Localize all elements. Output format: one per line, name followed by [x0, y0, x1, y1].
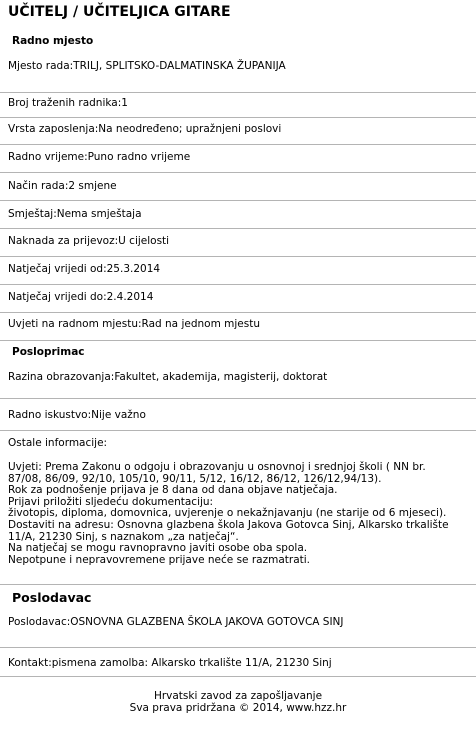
- field-smjestaj: Smještaj:Nema smještaja: [8, 208, 142, 220]
- field-kontakt: Kontakt:pismena zamolba: Alkarsko trkalište 11/A, 21230 Sinj: [8, 657, 332, 669]
- divider: [0, 676, 476, 677]
- field-vrsta-zaposlenja: Vrsta zaposlenja:Na neodređeno; upražnjeni poslovi: [8, 123, 282, 135]
- footer: [0, 690, 476, 714]
- divider: [0, 228, 476, 229]
- divider: [0, 144, 476, 145]
- field-ostale-informacije-label: Ostale informacije:: [8, 437, 108, 449]
- ostale-line: Rok za podnošenje prijava je 8 dana od dana objave natječaja.: [8, 484, 338, 497]
- section-heading-poslodavac: Poslodavac: [12, 590, 92, 605]
- divider: [0, 430, 476, 431]
- field-razina-obrazovanja: Razina obrazovanja:Fakultet, akademija, magisterij, doktorat: [8, 371, 328, 383]
- divider: [0, 284, 476, 285]
- ostale-line: Dostaviti na adresu: Osnovna glazbena škola Jakova Gotovca Sinj, Alkarsko trkalište 11/A, 21230 Sinj, s naznakom „za natječaj“.: [8, 518, 449, 543]
- field-naknada-prijevoz: Naknada za prijevoz:U cijelosti: [8, 235, 170, 247]
- divider: [0, 117, 476, 118]
- ostale-line: životopis, diploma, domovnica, uvjerenje o nekažnjavanju (ne starije od 6 mjeseci).: [8, 507, 447, 520]
- divider: [0, 172, 476, 173]
- field-mjesto-rada: Mjesto rada:TRILJ, SPLITSKO-DALMATINSKA ŽUPANIJA: [8, 60, 286, 72]
- divider: [0, 584, 476, 585]
- footer-organization: Hrvatski zavod za zapošljavanje: [153, 690, 323, 702]
- field-poslodavac: Poslodavac:OSNOVNA GLAZBENA ŠKOLA JAKOVA GOTOVCA SINJ: [8, 616, 344, 628]
- ostale-line: Nepotpune i nepravovremene prijave neće se razmatrati.: [8, 553, 310, 566]
- ostale-line: Uvjeti: Prema Zakonu o odgoju i obrazovanju u osnovnoj i srednjoj školi ( NN br. 87/08, 86/09, 92/10, 105/10, 90/11, 5/12, 16/12, 86/12, 126/12,94/13).: [8, 461, 426, 485]
- divider: [0, 92, 476, 93]
- field-natjecaj-od: Natječaj vrijedi od:25.3.2014: [8, 263, 161, 275]
- field-radno-iskustvo: Radno iskustvo:Nije važno: [8, 409, 146, 421]
- ostale-line: Na natječaj se mogu ravnopravno javiti osobe oba spola.: [8, 542, 308, 555]
- ostale-line: Prijavi priložiti sljedeću dokumentaciju:: [8, 495, 214, 508]
- divider: [0, 256, 476, 257]
- divider: [0, 340, 476, 341]
- divider: [0, 312, 476, 313]
- ostale-informacije-text: [8, 462, 462, 566]
- section-heading-radno-mjesto: Radno mjesto: [12, 35, 94, 47]
- field-natjecaj-do: Natječaj vrijedi do:2.4.2014: [8, 291, 154, 303]
- page-title: UČITELJ / UČITELJICA GITARE: [8, 4, 231, 20]
- field-uvjeti-radno-mjesto: Uvjeti na radnom mjestu:Rad na jednom mjestu: [8, 318, 260, 330]
- divider: [0, 200, 476, 201]
- footer-copyright: Sva prava pridržana © 2014, www.hzz.hr: [129, 702, 347, 714]
- divider: [0, 647, 476, 648]
- field-broj-radnika: Broj traženih radnika:1: [8, 97, 128, 109]
- field-radno-vrijeme: Radno vrijeme:Puno radno vrijeme: [8, 151, 191, 163]
- field-nacin-rada: Način rada:2 smjene: [8, 180, 117, 192]
- section-heading-posloprimac: Posloprimac: [12, 346, 85, 358]
- divider: [0, 398, 476, 399]
